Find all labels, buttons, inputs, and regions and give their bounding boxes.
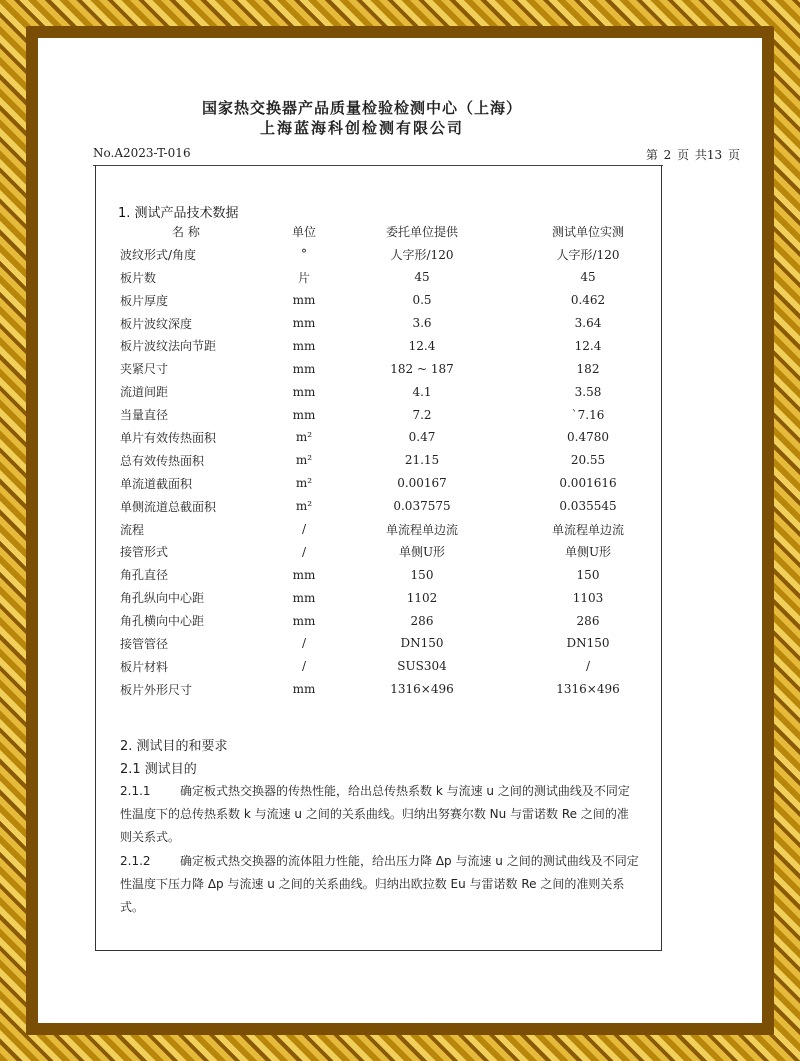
row-measured-value: DN150 bbox=[566, 636, 610, 651]
row-client-value: 21.15 bbox=[404, 453, 440, 468]
row-client-value: 0.47 bbox=[408, 430, 436, 445]
row-client-value: 0.037575 bbox=[393, 499, 451, 514]
table-row bbox=[120, 586, 680, 609]
spec-table-body bbox=[120, 243, 680, 701]
row-measured-value: 0.035545 bbox=[559, 499, 617, 514]
row-measured-value: 12.4 bbox=[574, 338, 602, 353]
row-name: 板片数 bbox=[120, 270, 157, 285]
table-row bbox=[120, 266, 680, 289]
page-info: 第 2 页 共13 页 bbox=[645, 148, 740, 162]
row-name: 流道间距 bbox=[120, 385, 169, 400]
row-unit: mm bbox=[292, 407, 316, 422]
row-unit: mm bbox=[292, 590, 316, 605]
row-name: 板片材料 bbox=[120, 659, 169, 674]
row-name: 角孔纵向中心距 bbox=[120, 591, 205, 606]
row-measured-value: 0.4780 bbox=[567, 430, 609, 445]
row-unit: mm bbox=[292, 293, 316, 308]
section-2-title: 2. 测试目的和要求 bbox=[120, 739, 228, 754]
row-unit: mm bbox=[292, 316, 316, 330]
table-row bbox=[120, 540, 680, 563]
row-unit: / bbox=[301, 659, 307, 674]
row-name: 单侧流道总截面积 bbox=[120, 499, 217, 514]
paragraph-2-1-2-number: 2.1.2 bbox=[120, 854, 151, 868]
row-name: 接管形式 bbox=[120, 545, 169, 560]
row-measured-value: 3.58 bbox=[574, 384, 602, 399]
row-measured-value: 150 bbox=[576, 567, 600, 582]
row-name: 流程 bbox=[120, 522, 145, 537]
table-row bbox=[120, 655, 680, 678]
row-name: 波纹形式/角度 bbox=[120, 247, 197, 262]
row-measured-value: 286 bbox=[576, 613, 600, 628]
header-client: 委托单位提供 bbox=[385, 224, 458, 239]
paragraph-2-1-2 bbox=[120, 850, 640, 919]
row-unit: ° bbox=[301, 247, 307, 262]
row-name: 单流道截面积 bbox=[120, 476, 193, 491]
row-client-value: SUS304 bbox=[397, 659, 447, 674]
paragraph-2-1-2-text: 确定板式热交换器的流体阻力性能，给出压力降 Δp 与流速 u 之间的测试曲线及不同定性温度下压力降 Δp 与流速 u 之间的关系曲线。归纳出欧拉数 Eu 与雷诺数 Re 之间的准则关系式。 bbox=[120, 854, 639, 914]
row-measured-value: 0.462 bbox=[570, 293, 606, 308]
paragraph-2-1-1 bbox=[120, 780, 640, 849]
row-client-value: 单侧U形 bbox=[398, 545, 446, 560]
row-client-value: 12.4 bbox=[408, 338, 436, 353]
row-name: 当量直径 bbox=[120, 408, 169, 423]
spec-table bbox=[120, 220, 680, 701]
row-unit: m² bbox=[295, 476, 313, 491]
table-row bbox=[120, 609, 680, 632]
header-line-2: 上海蓝海科创检测有限公司 bbox=[259, 119, 464, 137]
row-unit: m² bbox=[295, 430, 313, 445]
row-client-value: 7.2 bbox=[412, 407, 432, 422]
table-row bbox=[120, 289, 680, 312]
table-row bbox=[120, 380, 680, 403]
row-client-value: 286 bbox=[410, 613, 434, 628]
table-row bbox=[120, 357, 680, 380]
table-row bbox=[120, 632, 680, 655]
row-client-value: 0.00167 bbox=[397, 476, 447, 491]
table-row bbox=[120, 518, 680, 541]
table-row bbox=[120, 403, 680, 426]
row-measured-value: 45 bbox=[580, 270, 596, 285]
row-measured-value: 3.64 bbox=[574, 316, 602, 330]
row-unit: mm bbox=[292, 613, 316, 628]
row-client-value: 1102 bbox=[406, 590, 438, 605]
row-client-value: 4.1 bbox=[412, 384, 432, 399]
table-row bbox=[120, 563, 680, 586]
row-unit: / bbox=[301, 522, 307, 537]
table-row bbox=[120, 495, 680, 518]
row-measured-value: 182 bbox=[576, 361, 600, 376]
row-unit: mm bbox=[292, 567, 316, 582]
row-unit: mm bbox=[292, 384, 316, 399]
row-name: 单片有效传热面积 bbox=[120, 430, 217, 445]
row-client-value: 182 ~ 187 bbox=[390, 361, 454, 376]
row-unit: m² bbox=[295, 499, 313, 514]
row-client-value: 单流程单边流 bbox=[385, 522, 458, 537]
row-client-value: 0.5 bbox=[412, 293, 432, 308]
row-unit: m² bbox=[295, 453, 313, 468]
row-measured-value: / bbox=[585, 659, 591, 674]
row-measured-value: 20.55 bbox=[570, 453, 606, 468]
row-client-value: 人字形/120 bbox=[390, 247, 454, 262]
header-unit: 单位 bbox=[291, 224, 316, 239]
paragraph-2-1-1-number: 2.1.1 bbox=[120, 784, 151, 798]
header-line-1: 国家热交换器产品质量检验检测中心（上海） bbox=[201, 99, 522, 117]
row-measured-value: 单流程单边流 bbox=[551, 522, 624, 537]
row-name: 板片波纹深度 bbox=[120, 316, 193, 331]
row-unit: mm bbox=[292, 361, 316, 376]
header-name: 名 称 bbox=[172, 224, 200, 239]
row-name: 角孔横向中心距 bbox=[120, 614, 205, 629]
row-name: 总有效传热面积 bbox=[120, 453, 205, 468]
row-name: 板片厚度 bbox=[120, 293, 169, 308]
row-measured-value: 人字形/120 bbox=[556, 247, 620, 262]
header-measured: 测试单位实测 bbox=[551, 224, 624, 239]
row-measured-value: 1316×496 bbox=[556, 682, 620, 697]
row-unit: mm bbox=[292, 682, 316, 697]
row-unit: / bbox=[301, 544, 307, 559]
row-client-value: 3.6 bbox=[412, 316, 432, 330]
row-client-value: 150 bbox=[410, 567, 434, 582]
row-unit: / bbox=[301, 636, 307, 651]
row-measured-value: 1103 bbox=[572, 590, 604, 605]
table-row bbox=[120, 678, 680, 701]
row-name: 板片外形尺寸 bbox=[120, 682, 193, 697]
table-row bbox=[120, 426, 680, 449]
row-measured-value: 0.001616 bbox=[559, 476, 617, 491]
row-unit: 片 bbox=[297, 270, 310, 285]
paragraph-2-1-1-text: 确定板式热交换器的传热性能，给出总传热系数 k 与流速 u 之间的测试曲线及不同定性温度下的总传热系数 k 与流速 u 之间的关系曲线。归纳出努赛尔数 Nu 与雷诺数 Re 之间的准则关系式。 bbox=[120, 784, 630, 844]
table-header-row bbox=[120, 220, 680, 243]
table-row bbox=[120, 472, 680, 495]
table-row bbox=[120, 449, 680, 472]
table-row bbox=[120, 312, 680, 335]
table-row bbox=[120, 243, 680, 266]
row-name: 夹紧尺寸 bbox=[120, 362, 169, 377]
row-name: 角孔直径 bbox=[120, 568, 169, 583]
document-number: No.A2023-T-016 bbox=[93, 146, 191, 160]
row-client-value: DN150 bbox=[400, 636, 444, 651]
row-measured-value: `7.16 bbox=[571, 407, 605, 422]
row-unit: mm bbox=[292, 338, 316, 353]
section-1-title: 1. 测试产品技术数据 bbox=[118, 206, 239, 221]
row-client-value: 45 bbox=[414, 270, 430, 285]
table-row bbox=[120, 334, 680, 357]
row-measured-value: 单侧U形 bbox=[564, 545, 612, 560]
row-client-value: 1316×496 bbox=[390, 682, 454, 697]
section-2-1-title: 2.1 测试目的 bbox=[120, 762, 197, 777]
row-name: 板片波纹法向节距 bbox=[120, 339, 217, 354]
row-name: 接管管径 bbox=[120, 636, 169, 651]
